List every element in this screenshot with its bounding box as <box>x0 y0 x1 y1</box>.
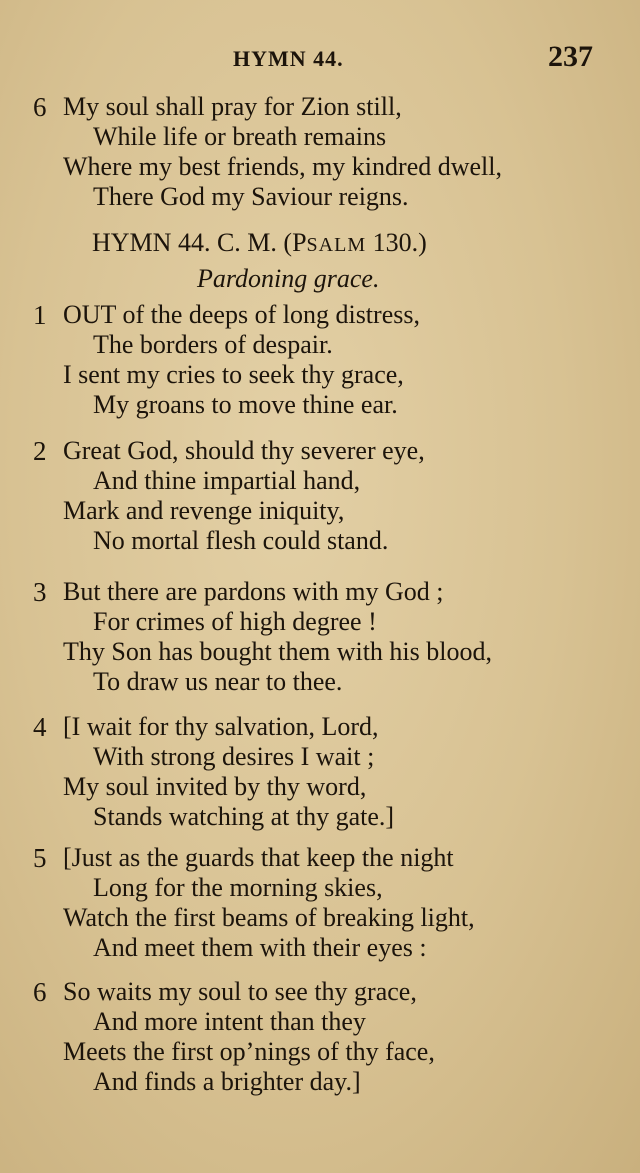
verse-line: OUT of the deeps of long distress, <box>63 300 420 329</box>
verse-line: My groans to move thine ear. <box>93 390 398 419</box>
hymn-title-end: 130.) <box>366 228 427 257</box>
verse-number: 4 <box>33 712 47 742</box>
verse-line: To draw us near to thee. <box>93 667 343 696</box>
verse-line: Long for the morning skies, <box>93 873 383 902</box>
running-head: HYMN 44. <box>233 46 344 71</box>
verse-line: And more intent than they <box>93 1007 366 1036</box>
verse-number: 6 <box>33 977 47 1007</box>
page-number: 237 <box>548 40 593 73</box>
verse-line: Watch the first beams of breaking light, <box>63 903 475 932</box>
verse-line: [Just as the guards that keep the night <box>63 843 454 872</box>
verse-line: Where my best friends, my kindred dwell, <box>63 152 502 181</box>
page-header <box>0 40 640 80</box>
verse-line: While life or breath remains <box>93 122 387 151</box>
verse-line: For crimes of high degree ! <box>93 607 377 636</box>
verse-line: And thine impartial hand, <box>93 466 361 495</box>
verse-line: With strong desires I wait ; <box>93 742 375 771</box>
hymn-title <box>92 228 427 260</box>
verse-line: [I wait for thy salvation, Lord, <box>63 712 379 741</box>
verse-number: 5 <box>33 843 47 873</box>
verse-line: My soul invited by thy word, <box>63 772 367 801</box>
verse-number: 3 <box>33 577 47 607</box>
verse-number: 2 <box>33 436 47 466</box>
verse-line: And finds a brighter day.] <box>93 1067 361 1096</box>
verse-line: So waits my soul to see thy grace, <box>63 977 417 1006</box>
verse-line: Stands watching at thy gate.] <box>93 802 395 831</box>
verse-line: Thy Son has bought them with his blood, <box>63 637 492 666</box>
verse-line: Great God, should thy severer eye, <box>63 436 425 465</box>
verse-line: Meets the first op’nings of thy face, <box>63 1037 435 1066</box>
verse-line: There God my Saviour reigns. <box>93 182 409 211</box>
verse-line: The borders of despair. <box>93 330 333 359</box>
verse-line: And meet them with their eyes : <box>93 933 427 962</box>
verse-line: My soul shall pray for Zion still, <box>63 92 402 121</box>
hymn-subtitle: Pardoning grace. <box>197 264 380 293</box>
verse-line: No mortal flesh could stand. <box>93 526 389 555</box>
verse-number: 1 <box>33 300 47 330</box>
verse-number: 6 <box>33 92 47 122</box>
hymn-title-smallcaps: SALM <box>306 234 367 256</box>
verse-line: Mark and revenge iniquity, <box>63 496 345 525</box>
verse-line: I sent my cries to seek thy grace, <box>63 360 404 389</box>
hymn-title-text: HYMN 44. C. M. (P <box>92 228 307 257</box>
verse-line: But there are pardons with my God ; <box>63 577 444 606</box>
